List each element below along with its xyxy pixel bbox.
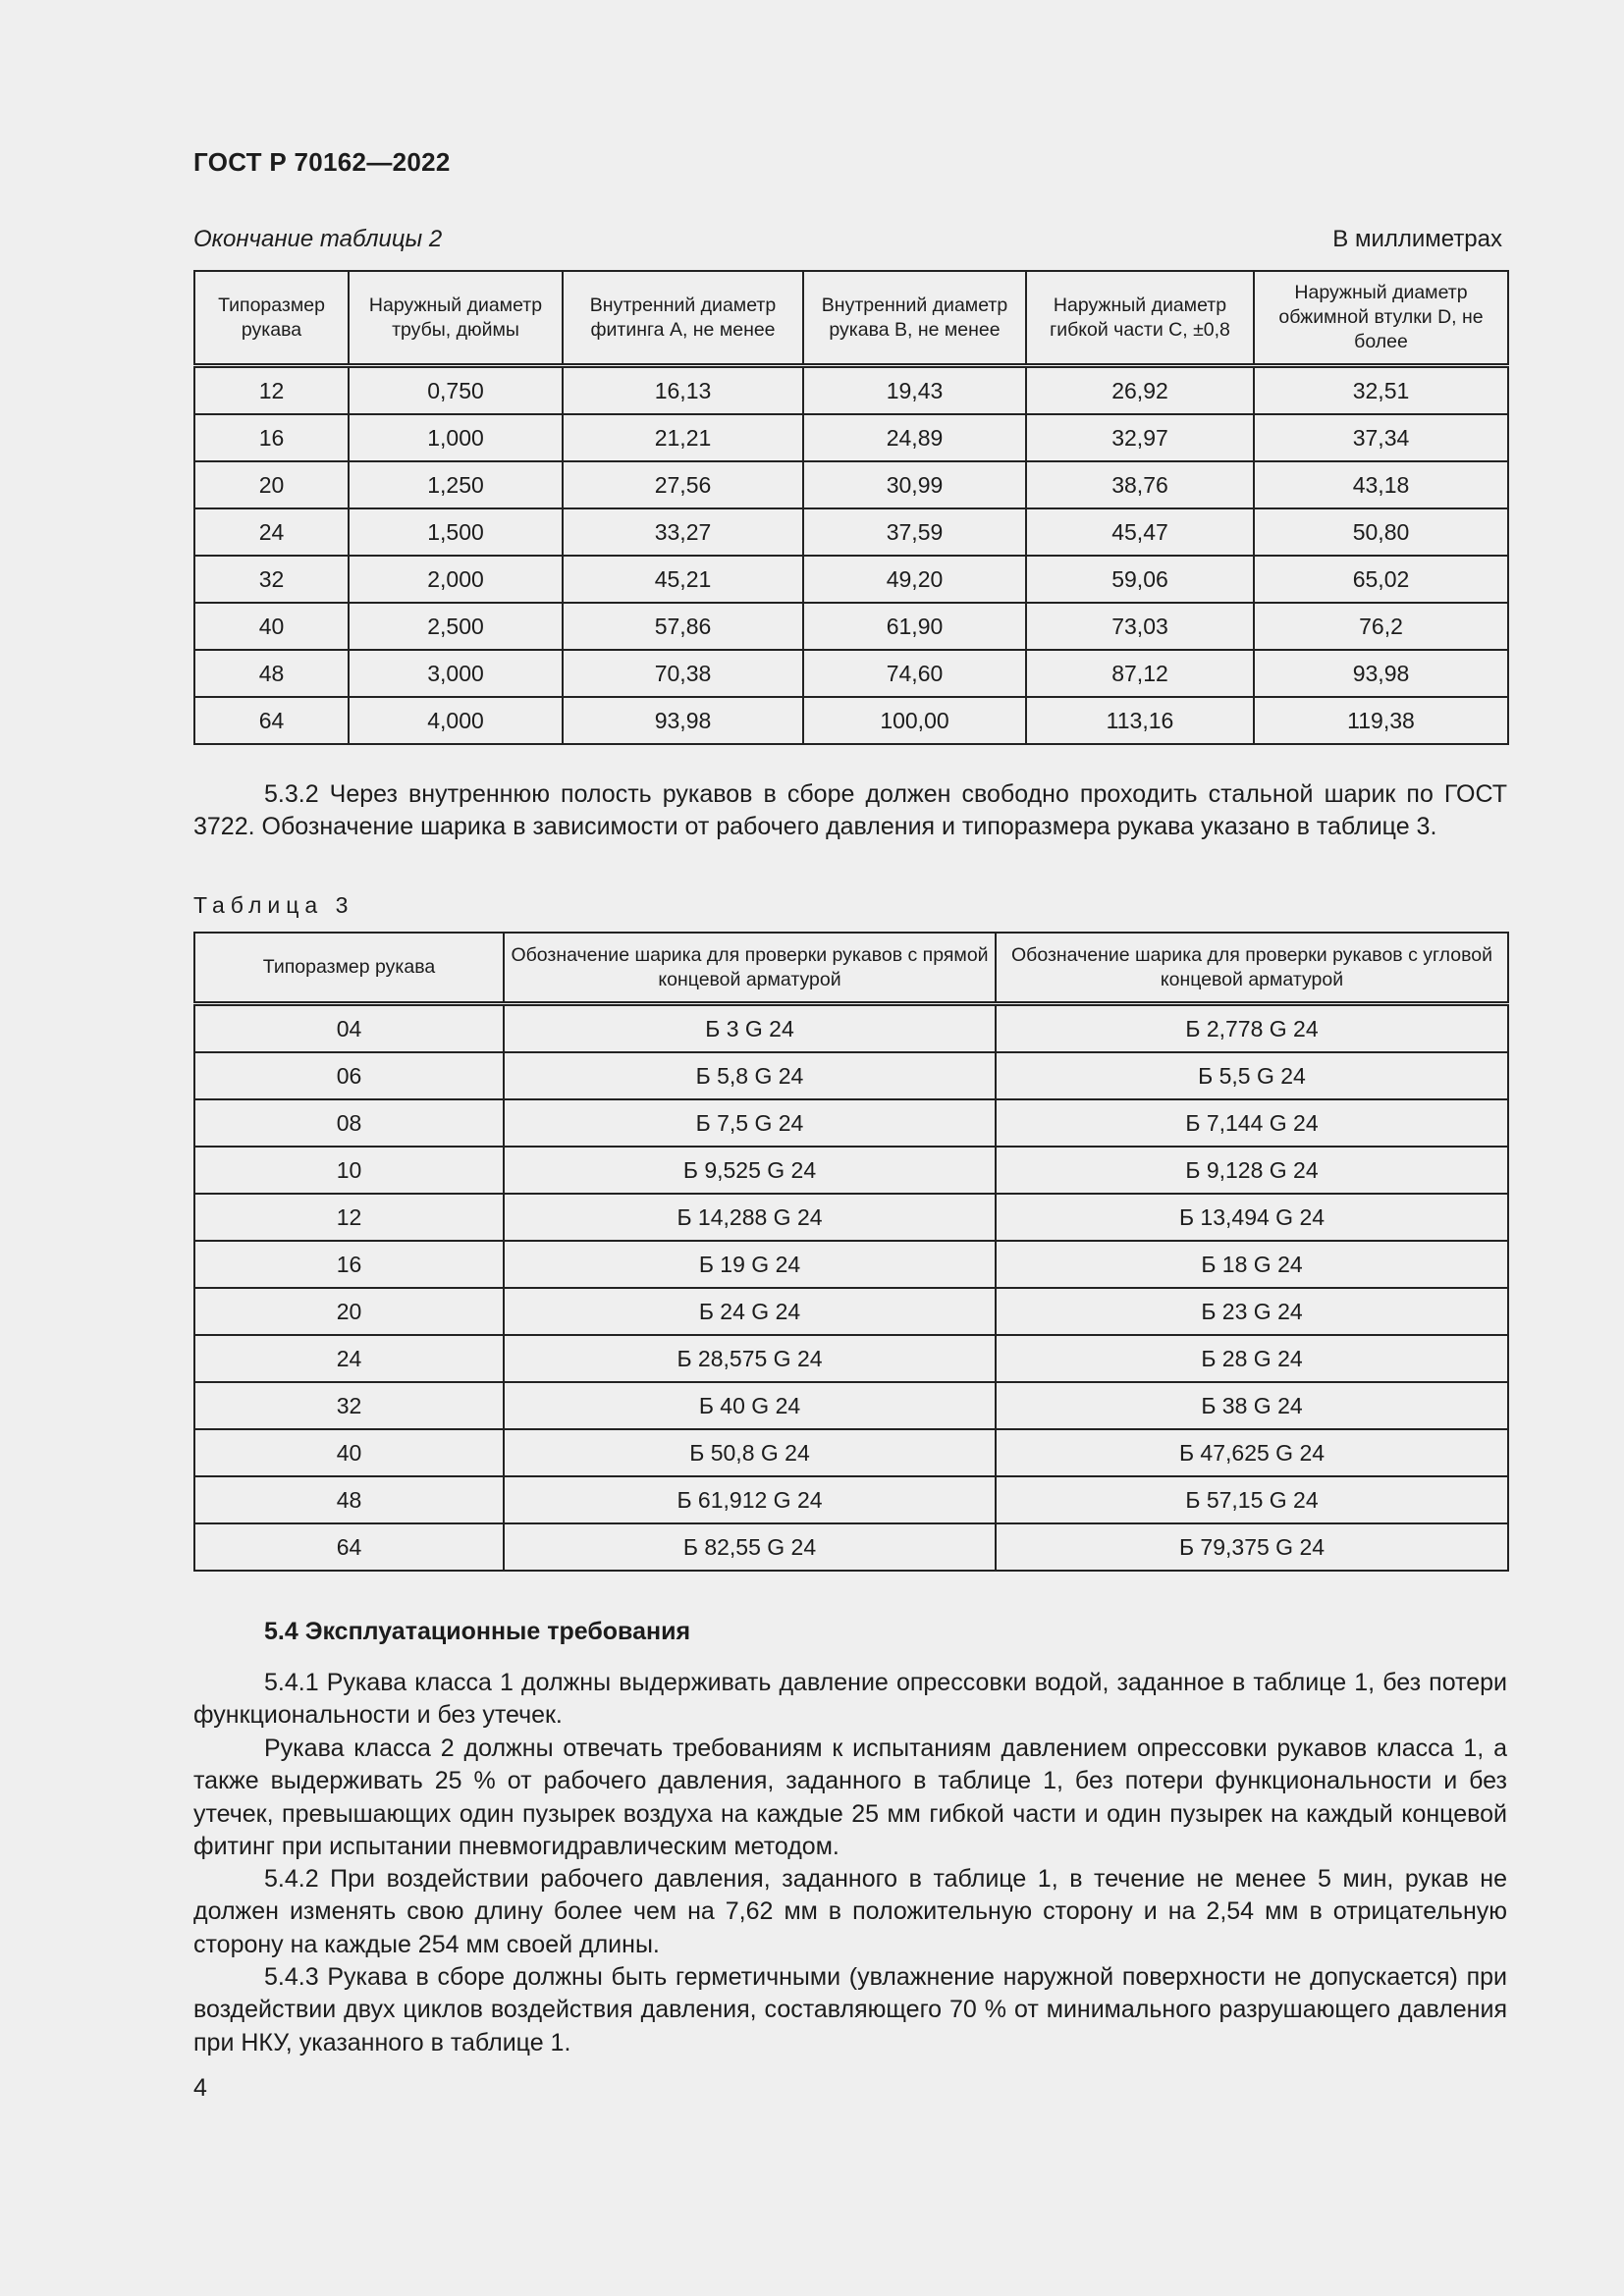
table2-cell: 27,56 [563,461,803,508]
table3-cell: 16 [194,1241,504,1288]
paragraph-5-4-2: 5.4.2 При воздействии рабочего давления, заданного в таблице 1, в течение не менее 5 мин, рукав не должен изменять свою длину более чем на 7,62 мм в положительную сторону и на 2,54 мм в отрицательную сторону на каждые 254 мм своей длины. [193,1865,1507,1958]
table2-cell: 43,18 [1254,461,1508,508]
table2-cell: 20 [194,461,349,508]
table3-cell: 48 [194,1476,504,1523]
table3-caption: Таблица 3 [193,892,354,918]
table3-cell: Б 18 G 24 [996,1241,1508,1288]
table2-cell: 12 [194,366,349,415]
table2-row [194,508,1508,556]
table2-cell: 100,00 [803,697,1026,744]
table2-row [194,556,1508,603]
table2-row [194,603,1508,650]
table2-cell: 32,51 [1254,366,1508,415]
table2-cell: 87,12 [1026,650,1254,697]
table2-header-cell: Внутренний диаметр рукава B, не менее [803,271,1026,366]
table3-cell: 06 [194,1052,504,1099]
table2-cell: 74,60 [803,650,1026,697]
table3-cell: Б 9,128 G 24 [996,1147,1508,1194]
table3 [193,932,1509,1572]
table3-cell: 64 [194,1523,504,1571]
table3-cell: Б 57,15 G 24 [996,1476,1508,1523]
table2-header-cell: Наружный диаметр гибкой части C, ±0,8 [1026,271,1254,366]
table3-cell: 08 [194,1099,504,1147]
table3-cell: 32 [194,1382,504,1429]
table3-cell: Б 82,55 G 24 [504,1523,996,1571]
table3-row [194,1147,1508,1194]
table3-cell: Б 9,525 G 24 [504,1147,996,1194]
table3-cell: 12 [194,1194,504,1241]
table3-cell: Б 50,8 G 24 [504,1429,996,1476]
paragraph-5-4-1: 5.4.1 Рукава класса 1 должны выдерживать давление опрессовки водой, заданное в таблице 1, без потери функциональности и без утечек. [193,1669,1507,1730]
table2-units: В миллиметрах [1332,226,1502,252]
document-header: ГОСТ Р 70162—2022 [193,147,451,177]
table3-cell: Б 28,575 G 24 [504,1335,996,1382]
table2-cell: 0,750 [349,366,563,415]
table3-row [194,1241,1508,1288]
table3-row [194,1004,1508,1053]
table2-row [194,366,1508,415]
table3-cell: 40 [194,1429,504,1476]
table3-row [194,1288,1508,1335]
table2-header-cell: Наружный диаметр трубы, дюймы [349,271,563,366]
table3-header-cell: Обозначение шарика для проверки рукавов с прямой концевой арматурой [504,933,996,1004]
table3-cell: Б 7,5 G 24 [504,1099,996,1147]
table3-cell: 24 [194,1335,504,1382]
paragraph-5-3-2: 5.3.2 Через внутреннюю полость рукавов в сборе должен свободно проходить стальной шарик по ГОСТ 3722. Обозначение шарика в зависимости от рабочего давления и типоразмера рукава указано в таблице 3. [193,780,1507,841]
table2-cell: 19,43 [803,366,1026,415]
table2-header-cell: Типоразмер рукава [194,271,349,366]
table3-cell: 10 [194,1147,504,1194]
table3-cell: Б 14,288 G 24 [504,1194,996,1241]
table3-row [194,1523,1508,1571]
table2-cell: 2,500 [349,603,563,650]
table2-row [194,461,1508,508]
table3-cell: Б 23 G 24 [996,1288,1508,1335]
table3-header-cell: Типоразмер рукава [194,933,504,1004]
table2-cell: 37,34 [1254,414,1508,461]
table3-cell: Б 13,494 G 24 [996,1194,1508,1241]
table3-cell: Б 24 G 24 [504,1288,996,1335]
table2-cell: 65,02 [1254,556,1508,603]
table2-header-cell: Внутренний диаметр фитинга A, не менее [563,271,803,366]
table2-cell: 32 [194,556,349,603]
table3-cell: Б 38 G 24 [996,1382,1508,1429]
table2-cell: 73,03 [1026,603,1254,650]
table3-cell: Б 47,625 G 24 [996,1429,1508,1476]
table3-row [194,1335,1508,1382]
page-number: 4 [193,2074,207,2102]
table2-cell: 45,47 [1026,508,1254,556]
paragraph-5-4-3: 5.4.3 Рукава в сборе должны быть герметичными (увлажнение наружной поверхности не допускается) при воздействии двух циклов воздействия давления, составляющего 70 % от минимального разрушающего давления при НКУ, указанного в таблице 1. [193,1963,1507,2056]
table2-cell: 45,21 [563,556,803,603]
table2-cell: 16,13 [563,366,803,415]
section-heading-5-4: 5.4 Эксплуатационные требования [264,1618,691,1645]
table3-cell: Б 40 G 24 [504,1382,996,1429]
table2-cell: 3,000 [349,650,563,697]
table2-cell: 4,000 [349,697,563,744]
table2-header-row [194,271,1508,366]
table2-cell: 37,59 [803,508,1026,556]
table2-cell: 49,20 [803,556,1026,603]
table2-row [194,697,1508,744]
table2-cell: 59,06 [1026,556,1254,603]
table3-cell: Б 61,912 G 24 [504,1476,996,1523]
table2 [193,270,1509,745]
table2-cell: 40 [194,603,349,650]
table2-cell: 50,80 [1254,508,1508,556]
table3-row [194,1382,1508,1429]
table2-cell: 113,16 [1026,697,1254,744]
table3-row [194,1476,1508,1523]
table2-cell: 1,250 [349,461,563,508]
table3-cell: Б 19 G 24 [504,1241,996,1288]
table2-cell: 57,86 [563,603,803,650]
table2-cell: 24,89 [803,414,1026,461]
table3-cell: Б 3 G 24 [504,1004,996,1053]
table2-cell: 2,000 [349,556,563,603]
table2-cell: 38,76 [1026,461,1254,508]
table2-cell: 93,98 [563,697,803,744]
table2-cell: 1,500 [349,508,563,556]
table2-cell: 26,92 [1026,366,1254,415]
table2-cell: 93,98 [1254,650,1508,697]
table2-cell: 33,27 [563,508,803,556]
table3-cell: Б 79,375 G 24 [996,1523,1508,1571]
table2-cell: 30,99 [803,461,1026,508]
table3-cell: Б 7,144 G 24 [996,1099,1508,1147]
table3-cell: Б 28 G 24 [996,1335,1508,1382]
table2-cell: 24 [194,508,349,556]
table2-cell: 1,000 [349,414,563,461]
table3-cell: Б 5,8 G 24 [504,1052,996,1099]
table3-header-row [194,933,1508,1004]
table2-cell: 61,90 [803,603,1026,650]
table2-cell: 32,97 [1026,414,1254,461]
table2-cell: 119,38 [1254,697,1508,744]
table2-header-cell: Наружный диаметр обжимной втулки D, не более [1254,271,1508,366]
table3-row [194,1194,1508,1241]
table3-row [194,1429,1508,1476]
table3-cell: Б 5,5 G 24 [996,1052,1508,1099]
table2-cell: 16 [194,414,349,461]
table2-cell: 76,2 [1254,603,1508,650]
table3-row [194,1099,1508,1147]
table3-cell: 04 [194,1004,504,1053]
table2-row [194,414,1508,461]
table3-header-cell: Обозначение шарика для проверки рукавов с угловой концевой арматурой [996,933,1508,1004]
table2-cell: 64 [194,697,349,744]
table3-cell: Б 2,778 G 24 [996,1004,1508,1053]
table2-caption: Окончание таблицы 2 [193,226,443,252]
table2-row [194,650,1508,697]
table3-cell: 20 [194,1288,504,1335]
table2-cell: 48 [194,650,349,697]
table2-cell: 70,38 [563,650,803,697]
table3-row [194,1052,1508,1099]
paragraph-5-4-1-class2: Рукава класса 2 должны отвечать требованиям к испытаниям давлением опрессовки рукавов класса 1, а также выдерживать 25 % от рабочего давления, заданного в таблице 1, без потери функциональности и без утечек, превышающих один пузырек воздуха на каждые 25 мм гибкой части и один пузырек на каждый концевой фитинг при испытании пневмогидравлическим методом. [193,1735,1507,1860]
table2-cell: 21,21 [563,414,803,461]
